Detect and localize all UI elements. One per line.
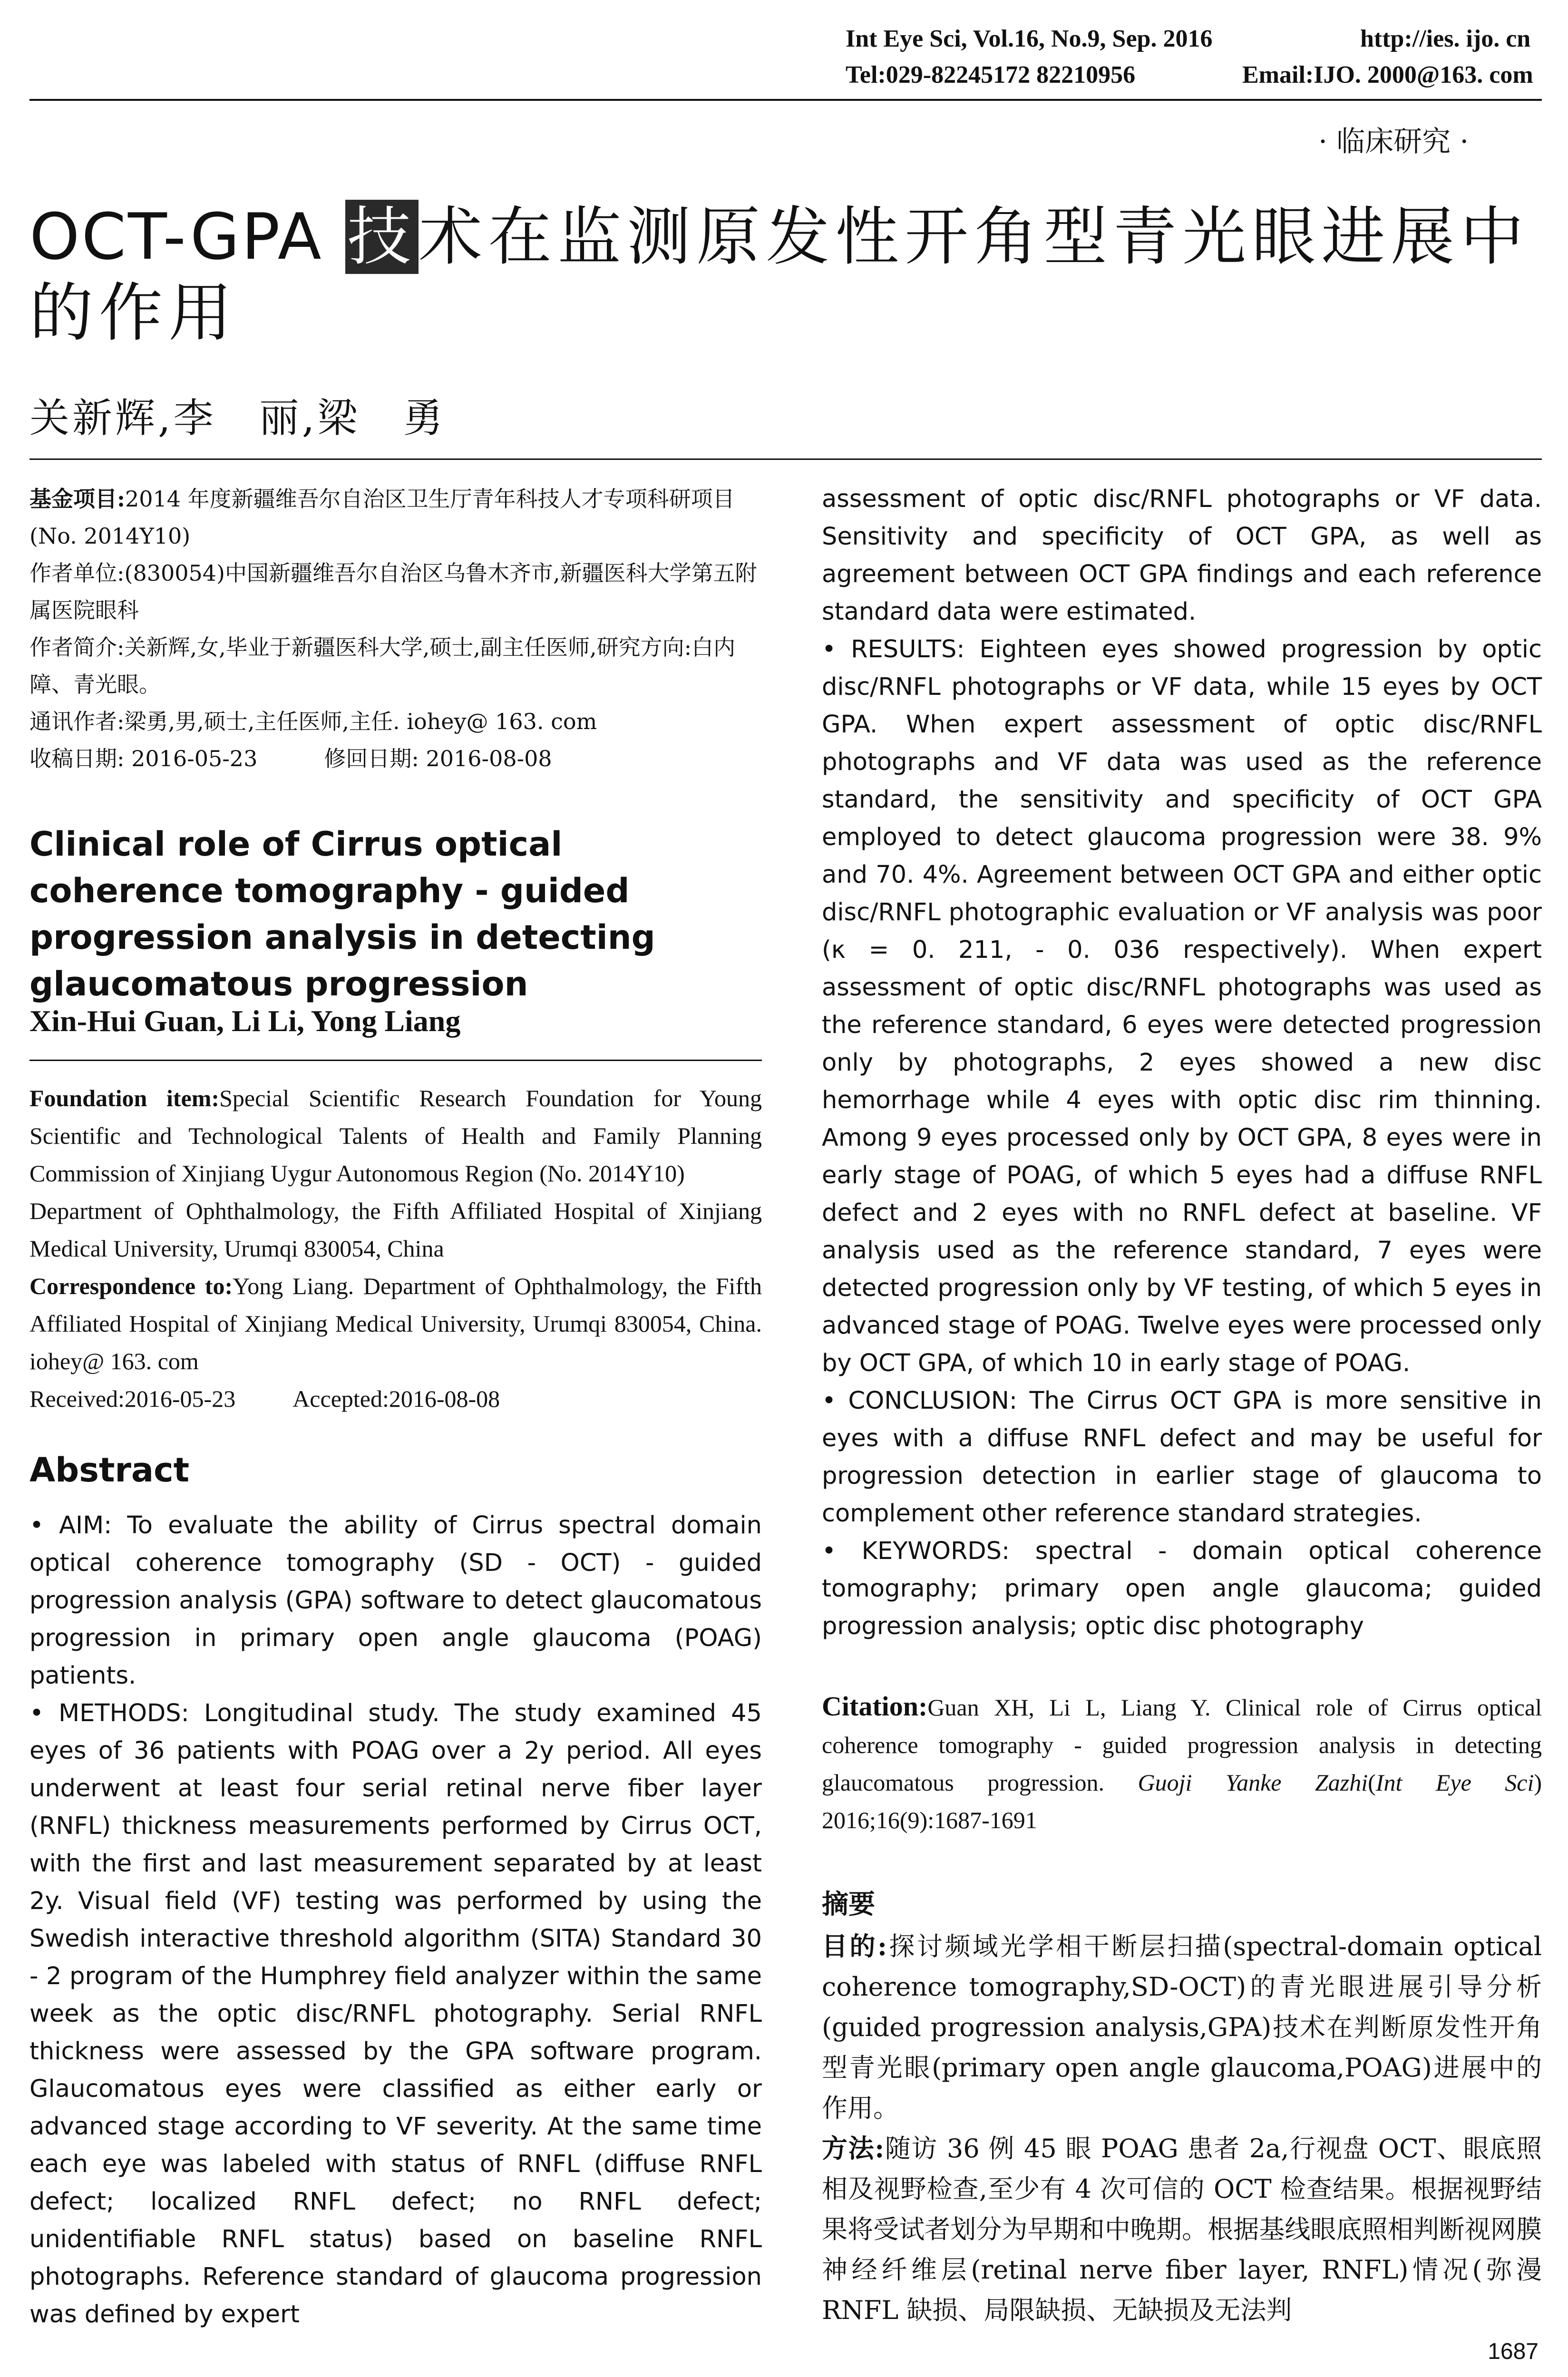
cn-methods-label: 方法: — [822, 2133, 885, 2163]
fund-label: 基金项目: — [29, 486, 125, 512]
cn-methods — [822, 2128, 1542, 2330]
corresponding-author: 通讯作者:梁勇,男,硕士,主任医师,主任. iohey@ 163. com — [29, 709, 597, 734]
journal-citation-line: Int Eye Sci, Vol.16, No.9, Sep. 2016 — [846, 25, 1213, 52]
abstract-methods: • METHODS: Longitudinal study. The study examined 45 eyes of 36 patients with POAG over a 2y period. All eyes underwent at least four serial retinal nerve fiber layer (RNFL) thickness measurements performed by Cirrus OCT, with the first and last measurement separated by at least 2y. Visual field (VF) testing was performed by using the Swedish interactive threshold algorithm (SITA) Standard 30 - 2 program of the Humphrey field analyzer within the same week as the optic disc/RNFL photography. Serial RNFL thickness were assessed by the GPA software program. Glaucomatous eyes were classified as either early or advanced stage according to VF severity. At the same time each eye was labeled with status of RNFL (diffuse RNFL defect; localized RNFL defect; no RNFL defect; unidentifiable RNFL status) based on baseline RNFL photographs. Reference standard of glaucoma progression was defined by expert — [29, 1699, 762, 2328]
authors-rule — [29, 1060, 762, 1061]
correspondence-text: Yong Liang. Department of Ophthalmology, the Fifth Affiliated Hospital of Xinjiang Medical University, Urumqi 830054, China. iohey@ 163. com — [29, 1273, 762, 1374]
cn-aim-text: 探讨频域光学相干断层扫描(spectral-domain optical coherence tomography,SD-OCT)的青光眼进展引导分析(guided progression analysis,GPA)技术在判断原发性开角型青光眼(primary open angle glaucoma,POAG)进展中的作用。 — [822, 1931, 1542, 2123]
accepted: Accepted:2016-08-08 — [292, 1385, 500, 1412]
journal-url: http://ies. ijo. cn — [1360, 25, 1531, 52]
authors-cn: 关新辉,李 丽,梁 勇 — [29, 395, 446, 441]
abstract-results: • RESULTS: Eighteen eyes showed progression by optic disc/RNFL photographs or VF data, while 15 eyes by OCT GPA. When expert assessment of optic disc/RNFL photographs and VF data was used as the reference standard, the sensitivity and specificity of OCT GPA employed to detect glaucoma progression were 38. 9% and 70. 4%. Agreement between OCT GPA and either optic disc/RNFL photographic evaluation or VF analysis was poor (κ = 0. 211, - 0. 036 respectively). When expert assessment of optic disc/RNFL photographs was used as the reference standard, 6 eyes were detected progression only by photographs, 2 eyes showed a new disc hemorrhage while 4 eyes with optic disc rim thinning. Among 9 eyes processed only by OCT GPA, 8 eyes were in early stage of POAG, of which 5 eyes had a diffuse RNFL defect and 2 eyes with no RNFL defect at baseline. VF analysis used as the reference standard, 7 eyes were detected progression only by VF testing, of which 5 eyes in advanced stage of POAG. Twelve eyes were processed only by OCT GPA, of which 10 in early stage of POAG. — [822, 635, 1542, 1377]
title-rule — [29, 458, 1542, 460]
cn-aim — [822, 1926, 1542, 2128]
cn-info-block — [29, 480, 762, 777]
english-authors: Xin-Hui Guan, Li Li, Yong Liang — [29, 1004, 461, 1038]
received-date: 收稿日期: 2016-05-23 — [29, 746, 258, 771]
en-dates — [29, 1380, 762, 1418]
abstract-aim: • AIM: To evaluate the ability of Cirrus spectral domain optical coherence tomography (SD - OCT) - guided progression analysis (GPA) software to detect glaucomatous progression in primary open angle glaucoma (POAG) patients. — [29, 1511, 762, 1690]
revised-date: 修回日期: 2016-08-08 — [324, 746, 552, 771]
title-prefix: OCT-GPA — [29, 200, 346, 274]
header-rule — [29, 99, 1542, 101]
abstract-conclusion: • CONCLUSION: The Cirrus OCT GPA is more sensitive in eyes with a diffuse RNFL defect and may be useful for progression detection in earlier stage of glaucoma to complement other reference standard strategies. — [822, 1387, 1542, 1528]
citation-journal-en: Int Eye Sci — [1375, 1769, 1534, 1796]
page-title — [29, 199, 1542, 351]
department: Department of Ophthalmology, the Fifth Affiliated Hospital of Xinjiang Medical University, Urumqi 830054, China — [29, 1198, 762, 1262]
fund-text: 2014 年度新疆维吾尔自治区卫生厅青年科技人才专项科研项目(No. 2014Y10) — [29, 486, 735, 549]
cn-aim-label: 目的: — [822, 1931, 887, 1961]
page-number: 1687 — [1488, 2339, 1539, 2364]
cn-methods-text: 随访 36 例 45 眼 POAG 患者 2a,行视盘 OCT、眼底照相及视野检查,至少有 4 次可信的 OCT 检查结果。根据视野结果将受试者划分为早期和中晚期。根据基线眼底照相判断视网膜神经纤维层(retinal nerve fiber layer, RNFL)情况(弥漫 RNFL 缺损、局限缺损、无缺损及无法判 — [822, 2133, 1542, 2325]
fund-item — [29, 480, 762, 555]
abstract-methods-cont: assessment of optic disc/RNFL photographs or VF data. Sensitivity and specificity of OCT GPA, as well as agreement between OCT GPA findings and each reference standard data were estimated. — [822, 485, 1542, 626]
received: Received:2016-05-23 — [29, 1385, 236, 1412]
abstract-keywords: • KEYWORDS: spectral - domain optical coherence tomography; primary open angle glaucoma; guided progression analysis; optic disc photography — [822, 1537, 1542, 1640]
correspondence-label: Correspondence to: — [29, 1273, 233, 1299]
citation-text: Guan XH, Li L, Liang Y. Clinical role of Cirrus optical coherence tomography - guided progression analysis in detecting glaucomatous progression. — [822, 1694, 1542, 1796]
journal-email: Email:IJO. 2000@163. com — [1242, 61, 1533, 88]
english-title: Clinical role of Cirrus optical coherence tomography - guided progression analysis in detecting glaucomatous progression — [29, 825, 655, 1003]
journal-tel: Tel:029-82245172 82210956 — [846, 61, 1136, 88]
citation — [822, 1687, 1542, 1839]
abstract-heading: Abstract — [29, 1451, 190, 1490]
abstract-right — [822, 480, 1542, 1645]
citation-journal: Guoji Yanke Zazhi — [1138, 1769, 1368, 1796]
title-highlighted-char: 技 — [345, 200, 419, 274]
author-unit: 作者单位:(830054)中国新疆维吾尔自治区乌鲁木齐市,新疆医科大学第五附属医院眼科 — [29, 560, 757, 623]
citation-block — [822, 1687, 1542, 1839]
cn-abstract — [822, 1926, 1542, 2330]
citation-label: Citation: — [822, 1691, 928, 1722]
section-tag: · 临床研究 · — [1318, 125, 1469, 158]
title-rest: 术在监测原发性开角型青光眼进展中的作用 — [29, 200, 1530, 350]
foundation-label: Foundation item: — [29, 1085, 220, 1111]
en-info-block — [29, 1080, 762, 1418]
correspondence — [29, 1267, 762, 1380]
dates-row — [29, 740, 762, 777]
abstract-left — [29, 1507, 762, 2333]
citation-paren-open: ( — [1368, 1769, 1376, 1796]
author-bio: 作者简介:关新辉,女,毕业于新疆医科大学,硕士,副主任医师,研究方向:白内障、青光眼。 — [29, 634, 736, 697]
cn-abstract-heading: 摘要 — [822, 1889, 875, 1920]
foundation-item — [29, 1080, 762, 1192]
foundation-text: Special Scientific Research Foundation for Young Scientific and Technological Talents of Health and Family Planning Commission of Xinjiang Uygur Autonomous Region (No. 2014Y10) — [29, 1085, 762, 1187]
citation-tail: ) 2016;16(9):1687-1691 — [822, 1769, 1542, 1833]
